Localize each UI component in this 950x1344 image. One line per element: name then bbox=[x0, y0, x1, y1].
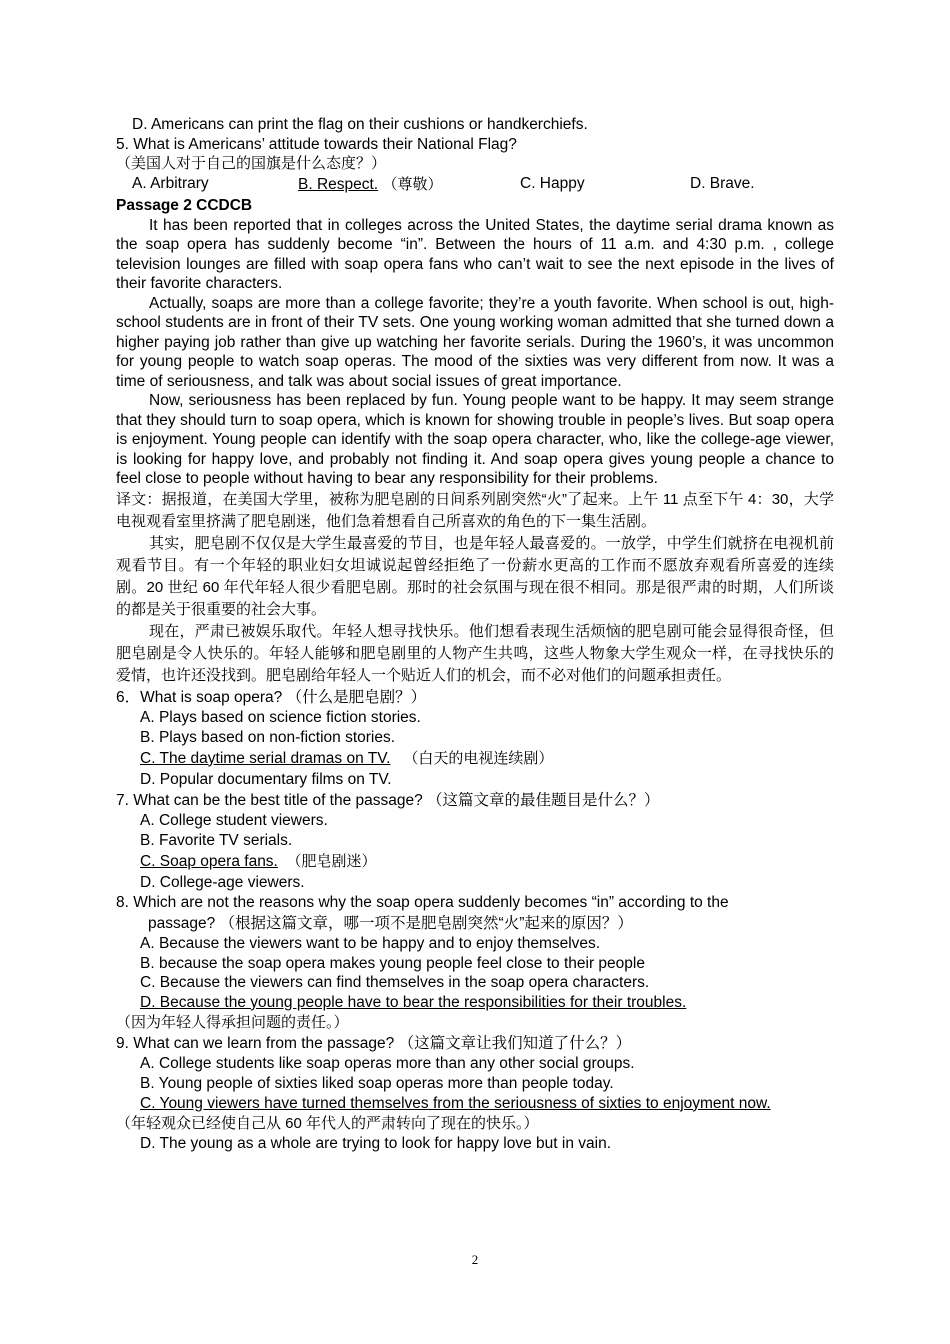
translation-paragraph: 译文：据报道，在美国大学里，被称为肥皂剧的日间系列剧突然“火”了起来。上午 11 点至下午 4：30，大学电视观看室里挤满了肥皂剧迷，他们急着想看自己所喜欢的角色的下一集生活剧。 bbox=[116, 490, 834, 530]
q8-question: 8. Which are not the reasons why the soap opera suddenly becomes “in” according to the bbox=[116, 893, 729, 911]
q5-option-a: A. Arbitrary bbox=[132, 175, 209, 192]
q6-option-c-row bbox=[116, 748, 834, 770]
translation-paragraph: 其实，肥皂剧不仅仅是大学生最喜爱的节目，也是年轻人最喜爱的。一放学，中学生们就挤在电视机前观看节目。有一个年轻的职业妇女坦诚说起曾经拒绝了一份薪水更高的工作而不愿放弃观看所喜爱的连续剧。20 世纪 60 年代年轻人很少看肥皂剧。那时的社会氛围与现在很不相同。那是很严肃的时期，人们所谈的都是关于很重要的社会大事。 bbox=[116, 534, 834, 618]
q9-option-c: C. Young viewers have turned themselves from the seriousness of sixties to enjoyment now. bbox=[140, 1094, 771, 1112]
page-number: 2 bbox=[471, 1252, 479, 1267]
q6-question: 6．What is soap opera? （什么是肥皂剧？） bbox=[116, 688, 427, 706]
translation-paragraph: 现在，严肃已被娱乐取代。年轻人想寻找快乐。他们想看表现生活烦恼的肥皂剧可能会显得很奇怪，但肥皂剧是令人快乐的。年轻人能够和肥皂剧里的人物产生共鸣，这些人物象大学生观众一样，在寻找快乐的爱情，也许还没找到。肥皂剧给年轻人一个贴近人们的机会，而不必对他们的问题承担责任。 bbox=[116, 622, 834, 684]
q7-option-c-zh: （肥皂剧迷） bbox=[286, 852, 377, 870]
q6-option-c: C. The daytime serial dramas on TV. bbox=[140, 749, 391, 767]
q5-question-zh: （美国人对于自己的国旗是什么态度？） bbox=[116, 155, 387, 172]
q5-option-b-zh: （尊敬） bbox=[382, 176, 443, 193]
q9-option-b: B. Young people of sixties liked soap operas more than people today. bbox=[140, 1074, 614, 1092]
passage-paragraph: It has been reported that in colleges across the United States, the daytime serial drama known as the soap opera has suddenly become “in”. Between the hours of 11 a.m. and 4:30 p.m. , college television lounges are filled with soap opera fans who can’t wait to see the next episode in the lives of their favorite characters. bbox=[116, 216, 834, 292]
q9-option-d: D. The young as a whole are trying to look for happy love but in vain. bbox=[140, 1134, 612, 1152]
q8-option-d-zh: （因为年轻人得承担问题的责任。） bbox=[116, 1013, 349, 1031]
q8-question-cont: passage? （根据这篇文章，哪一项不是肥皂剧突然“火”起来的原因？） bbox=[148, 914, 633, 932]
q8-option-d: D. Because the young people have to bear the responsibilities for their troubles. bbox=[140, 993, 687, 1011]
q6-option-a: A. Plays based on science fiction stories. bbox=[140, 708, 421, 726]
q4-option-d: D. Americans can print the flag on their cushions or handkerchiefs. bbox=[132, 116, 588, 133]
q7-option-a: A. College student viewers. bbox=[140, 811, 328, 829]
q8-option-c: C. Because the viewers can find themselves in the soap opera characters. bbox=[140, 973, 650, 991]
q6-option-c-zh: （白天的电视连续剧） bbox=[403, 749, 554, 767]
q7-option-c: C. Soap opera fans. bbox=[140, 852, 278, 870]
q7-option-b: B. Favorite TV serials. bbox=[140, 831, 293, 849]
passage-paragraph: Now, seriousness has been replaced by fun. Young people want to be happy. It may seem strange that they should turn to soap opera, which is known for showing trouble in people’s lives. But soap opera is enjoyment. Young people can identify with the soap opera character, who, like the college-age viewer, is looking for happy love, and probably not finding it. And soap opera gives young people a chance to feel close to people without having to bear any responsibility for their problems. bbox=[116, 392, 834, 487]
q8-option-a: A. Because the viewers want to be happy and to enjoy themselves. bbox=[140, 934, 601, 952]
q8-option-b: B. because the soap opera makes young people feel close to their people bbox=[140, 954, 645, 972]
q7-question: 7. What can be the best title of the passage? （这篇文章的最佳题目是什么？） bbox=[116, 791, 660, 809]
document-page bbox=[116, 115, 834, 1154]
q6-option-b: B. Plays based on non-fiction stories. bbox=[140, 728, 396, 746]
q7-option-d: D. College-age viewers. bbox=[140, 873, 305, 891]
q8-block bbox=[116, 893, 834, 934]
q5-option-b: B. Respect. bbox=[298, 176, 379, 193]
q9-question: 9. What can we learn from the passage? （这篇文章让我们知道了什么？） bbox=[116, 1034, 632, 1052]
q9-option-a: A. College students like soap operas more than any other social groups. bbox=[140, 1054, 635, 1072]
passage-body bbox=[116, 216, 834, 489]
passage-paragraph: Actually, soaps are more than a college favorite; they’re a youth favorite. When school is out, high-school students are in front of their TV sets. One young working woman admitted that she turned down a higher paying job rather than give up watching her favorite serials. During the 1960’s, it was uncommon for young people to watch soap operas. The mood of the sixties was very different from now. It was a time of seriousness, and talk was about social issues of great importance. bbox=[116, 294, 834, 390]
q5-option-c: C. Happy bbox=[520, 175, 585, 192]
q5-options bbox=[116, 174, 834, 196]
q5-question: 5. What is Americans’ attitude towards their National Flag? bbox=[116, 135, 517, 153]
passage-heading: Passage 2 CCDCB bbox=[116, 197, 253, 214]
q7-option-c-row bbox=[116, 851, 834, 873]
translation bbox=[116, 489, 834, 687]
q5-option-b-wrap bbox=[298, 174, 520, 196]
q6-option-d: D. Popular documentary films on TV. bbox=[140, 770, 392, 788]
q9-option-c-zh: （年轻观众已经使自己从 60 年代人的严肃转向了现在的快乐。） bbox=[116, 1114, 539, 1132]
q5-option-d: D. Brave. bbox=[690, 175, 755, 192]
